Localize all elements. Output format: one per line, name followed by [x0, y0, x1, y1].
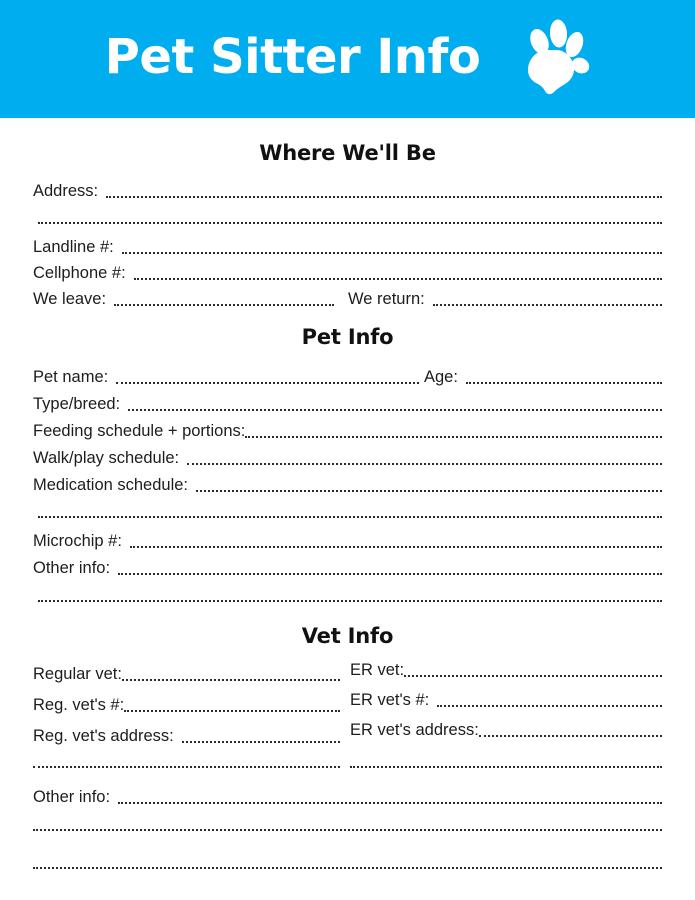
field-row-walk-play-schedule — [33, 447, 662, 469]
field-line-pet-other-info-continuation[interactable] — [38, 600, 662, 602]
field-label-reg-vet-number: Reg. vet's #: — [33, 696, 125, 714]
field-label-type-breed: Type/breed: — [33, 395, 121, 413]
field-label-reg-vet-address: Reg. vet's address: — [33, 727, 174, 745]
field-label-pet-other-info: Other info: — [33, 559, 111, 577]
field-label-regular-vet: Regular vet: — [33, 665, 122, 683]
field-line-landline[interactable] — [122, 252, 662, 254]
field-line-address[interactable] — [106, 196, 662, 198]
field-line-we-leave[interactable] — [114, 304, 334, 306]
field-line-medication-schedule[interactable] — [196, 490, 662, 492]
field-row-we-return — [348, 288, 662, 310]
field-label-er-vet: ER vet: — [350, 661, 405, 679]
field-row-reg-vet-number — [33, 694, 340, 716]
field-row-reg-vet-address — [33, 725, 340, 747]
field-line-er-vet-address[interactable] — [479, 735, 662, 737]
field-row-er-vet — [350, 659, 662, 681]
field-label-medication-schedule: Medication schedule: — [33, 476, 189, 494]
field-line-er-vet-address-continuation[interactable] — [350, 766, 662, 768]
field-line-vet-other-info-continuation-2[interactable] — [33, 867, 662, 869]
field-row-we-leave — [33, 288, 334, 310]
section-heading-pet-info: Pet Info — [301, 325, 394, 349]
field-line-cellphone[interactable] — [134, 278, 662, 280]
page-header-banner — [0, 0, 695, 118]
field-label-pet-name: Pet name: — [33, 368, 109, 386]
field-line-reg-vet-address-continuation[interactable] — [33, 766, 340, 768]
field-line-pet-other-info[interactable] — [118, 573, 662, 575]
field-line-er-vet-number[interactable] — [437, 705, 662, 707]
section-heading-vet-info: Vet Info — [301, 624, 394, 648]
field-line-vet-other-info-continuation-1[interactable] — [33, 829, 662, 831]
field-label-we-return: We return: — [348, 290, 425, 308]
field-row-regular-vet — [33, 663, 340, 685]
field-line-er-vet[interactable] — [404, 675, 662, 677]
field-row-er-vet-number — [350, 689, 662, 711]
field-line-age[interactable] — [466, 382, 662, 384]
field-line-walk-play-schedule[interactable] — [187, 463, 662, 465]
field-label-er-vet-address: ER vet's address: — [350, 721, 479, 739]
field-row-er-vet-address — [350, 719, 662, 741]
field-line-medication-continuation[interactable] — [38, 516, 662, 518]
field-line-regular-vet[interactable] — [122, 679, 340, 681]
field-row-age — [424, 366, 662, 388]
field-line-feeding-schedule[interactable] — [245, 436, 662, 438]
field-label-cellphone: Cellphone #: — [33, 264, 126, 282]
field-label-age: Age: — [424, 368, 458, 386]
header-content — [105, 19, 591, 95]
field-row-feeding-schedule — [33, 420, 662, 442]
field-row-medication-schedule — [33, 474, 662, 496]
field-line-microchip[interactable] — [130, 546, 662, 548]
field-line-reg-vet-address[interactable] — [182, 741, 340, 743]
field-row-pet-other-info — [33, 557, 662, 579]
paw-print-icon — [514, 19, 590, 95]
field-row-pet-name — [33, 366, 419, 388]
field-row-microchip — [33, 530, 662, 552]
field-row-cellphone — [33, 262, 662, 284]
field-row-landline — [33, 236, 662, 258]
field-label-er-vet-number: ER vet's #: — [350, 691, 430, 709]
field-label-we-leave: We leave: — [33, 290, 107, 308]
field-label-vet-other-info: Other info: — [33, 788, 111, 806]
section-heading-where-well-be: Where We'll Be — [259, 141, 436, 165]
field-line-we-return[interactable] — [433, 304, 662, 306]
field-row-vet-other-info — [33, 786, 662, 808]
field-label-address: Address: — [33, 182, 99, 200]
field-label-feeding-schedule: Feeding schedule + portions: — [33, 422, 246, 440]
field-row-type-breed — [33, 393, 662, 415]
field-label-walk-play-schedule: Walk/play schedule: — [33, 449, 180, 467]
field-line-vet-other-info[interactable] — [118, 802, 662, 804]
field-line-type-breed[interactable] — [128, 409, 662, 411]
field-line-reg-vet-number[interactable] — [124, 710, 340, 712]
field-label-microchip: Microchip #: — [33, 532, 122, 550]
page-title: Pet Sitter Info — [104, 29, 481, 85]
field-line-address-continuation[interactable] — [38, 222, 662, 224]
field-row-address — [33, 180, 662, 202]
field-line-pet-name[interactable] — [116, 382, 419, 384]
field-label-landline: Landline #: — [33, 238, 114, 256]
